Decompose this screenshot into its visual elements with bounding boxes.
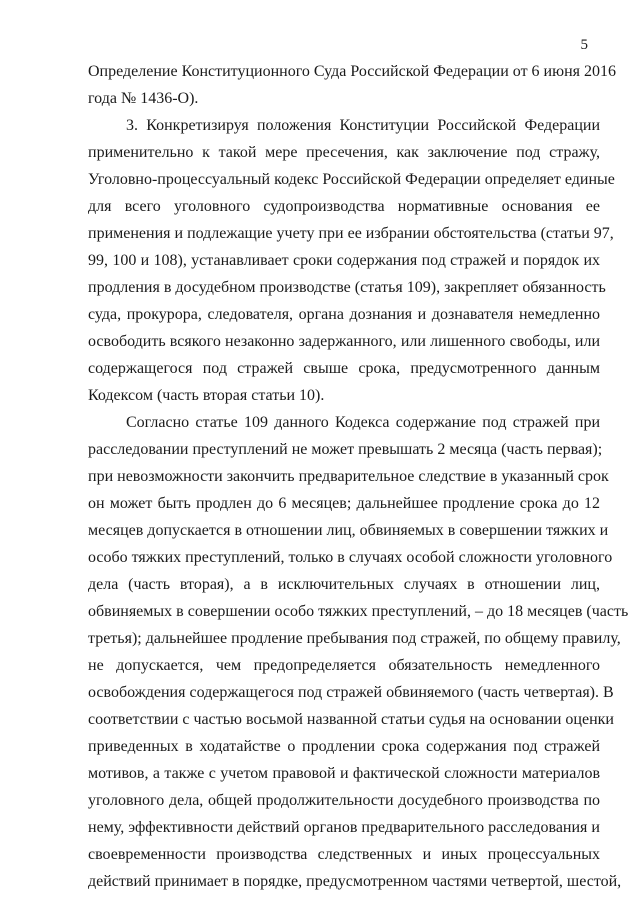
text-line: соответствии с частью восьмой названной статьи судья на основании оценки — [88, 711, 614, 728]
page-number: 5 — [580, 37, 588, 53]
text-line: суда, прокурора, следователя, органа дознания и дознавателя немедленно — [88, 306, 600, 323]
text-line: приведенных в ходатайстве о продлении срока содержания под стражей — [88, 738, 600, 755]
text-line: освобождения содержащегося под стражей обвиняемого (часть четвертая). В — [88, 684, 614, 701]
text-line: содержащегося под стражей свыше срока, предусмотренного данным — [88, 360, 600, 377]
text-line: месяцев допускается в отношении лиц, обвиняемых в совершении тяжких и — [88, 522, 609, 539]
text-line: при невозможности закончить предварительное следствие в указанный срок — [88, 468, 609, 485]
text-line: не допускается, чем предопределяется обязательность немедленного — [88, 657, 600, 674]
text-line: освободить всякого незаконно задержанного, или лишенного свободы, или — [88, 333, 600, 350]
text-line: он может быть продлен до 6 месяцев; дальнейшее продление срока до 12 — [88, 495, 600, 512]
text-line: применительно к такой мере пресечения, как заключение под стражу, — [88, 144, 600, 161]
text-line: обвиняемых в совершении особо тяжких преступлений, – до 18 месяцев (часть — [88, 603, 629, 620]
text-line: действий принимает в порядке, предусмотренном частями четвертой, шестой, — [88, 873, 622, 890]
paragraph — [88, 58, 616, 112]
text-line: 99, 100 и 108), устанавливает сроки содержания под стражей и порядок их — [88, 252, 600, 269]
text-line: Уголовно-процессуальный кодекс Российской Федерации определяет единые — [88, 171, 615, 188]
text-line: третья); дальнейшее продление пребывания под стражей, по общему правилу, — [88, 630, 621, 647]
text-line: Кодексом (часть вторая статьи 10). — [88, 387, 325, 404]
text-line: 3. Конкретизируя положения Конституции Российской Федерации — [126, 117, 600, 134]
text-line: особо тяжких преступлений, только в случаях особой сложности уголовного — [88, 549, 613, 566]
text-line: своевременности производства следственных и иных процессуальных — [88, 846, 600, 863]
paragraph — [88, 409, 629, 895]
text-line: мотивов, а также с учетом правовой и фактической сложности материалов — [88, 765, 600, 782]
text-line: для всего уголовного судопроизводства нормативные основания ее — [88, 198, 600, 215]
text-line: Определение Конституционного Суда Российской Федерации от 6 июня 2016 — [88, 63, 616, 80]
text-line: года № 1436-О). — [88, 90, 199, 107]
text-line: дела (часть вторая), а в исключительных случаях в отношении лиц, — [88, 576, 600, 593]
text-line: Согласно статье 109 данного Кодекса содержание под стражей при — [126, 414, 600, 431]
text-line: расследовании преступлений не может превышать 2 месяца (часть первая); — [88, 441, 603, 458]
text-line: уголовного дела, общей продолжительности досудебного производства по — [88, 792, 600, 809]
text-line: нему, эффективности действий органов предварительного расследования и — [88, 819, 600, 836]
document-body — [88, 58, 629, 895]
text-line: применения и подлежащие учету при ее избрании обстоятельства (статьи 97, — [88, 225, 614, 242]
text-line: продления в досудебном производстве (статья 109), закрепляет обязанность — [88, 279, 606, 296]
paragraph — [88, 112, 615, 409]
